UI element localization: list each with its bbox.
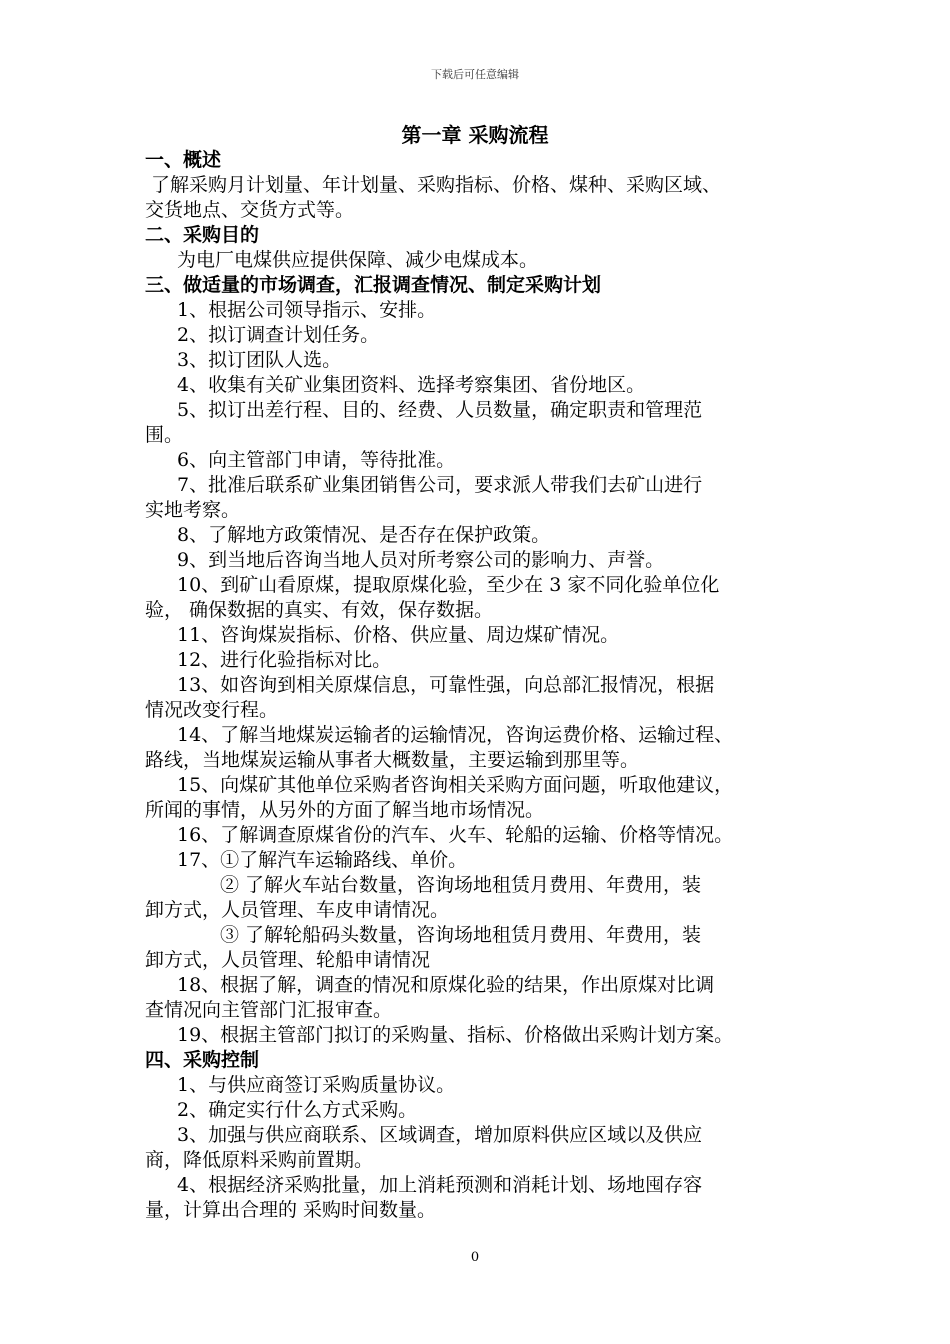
text-line: 7、批准后联系矿业集团销售公司，要求派人带我们去矿山进行 [177, 474, 703, 496]
section-heading: 四、采购控制 [145, 1049, 260, 1071]
text-line: 10、到矿山看原煤，提取原煤化验，至少在 3 家不同化验单位化 [177, 574, 720, 596]
text-line: 量，计算出合理的 采购时间数量。 [145, 1199, 437, 1221]
section-heading: 二、采购目的 [145, 224, 260, 246]
text-line: 了解采购月计划量、年计划量、采购指标、价格、煤种、采购区域、 [151, 174, 722, 196]
text-line: 所闻的事情，从另外的方面了解当地市场情况。 [145, 799, 545, 821]
text-line: 14、了解当地煤炭运输者的运输情况，咨询运费价格、运输过程、 [177, 724, 734, 746]
text-line: 13、如咨询到相关原煤信息，可靠性强，向总部汇报情况，根据 [177, 674, 715, 696]
text-line: 3、拟订团队人选。 [177, 349, 342, 371]
text-line: 1、与供应商签订采购质量协议。 [177, 1074, 456, 1096]
text-line: ③ 了解轮船码头数量，咨询场地租赁月费用、年费用，装 [220, 924, 702, 946]
page-header-note: 下载后可任意编辑 [431, 68, 519, 81]
text-line: 8、了解地方政策情况、是否存在保护政策。 [177, 524, 551, 546]
text-line: 4、根据经济采购批量，加上消耗预测和消耗计划、场地囤存容 [177, 1174, 703, 1196]
text-line: 11、咨询煤炭指标、价格、供应量、周边煤矿情况。 [177, 624, 620, 646]
text-line: 验， 确保数据的真实、有效，保存数据。 [145, 599, 494, 621]
text-line: 3、加强与供应商联系、区域调查，增加原料供应区域以及供应 [177, 1124, 703, 1146]
text-line: 4、收集有关矿业集团资料、选择考察集团、省份地区。 [177, 374, 646, 396]
text-line: 为电厂电煤供应提供保障、减少电煤成本。 [177, 249, 539, 271]
document-body [145, 148, 825, 1223]
text-line: 5、拟订出差行程、目的、经费、人员数量，确定职责和管理范 [177, 399, 703, 421]
text-line: 2、拟订调查计划任务。 [177, 324, 380, 346]
text-line: 查情况向主管部门汇报审查。 [145, 999, 393, 1021]
text-line: 9、到当地后咨询当地人员对所考察公司的影响力、声誉。 [177, 549, 665, 571]
text-line: 19、根据主管部门拟订的采购量、指标、价格做出采购计划方案。 [177, 1024, 734, 1046]
text-line: 2、确定实行什么方式采购。 [177, 1099, 418, 1121]
text-line: 情况改变行程。 [145, 699, 279, 721]
text-line: 路线，当地煤炭运输从事者大概数量，主要运输到那里等。 [145, 749, 640, 771]
text-line: 15、向煤矿其他单位采购者咨询相关采购方面问题，听取他建议， [177, 774, 734, 796]
chapter-title: 第一章 采购流程 [401, 123, 549, 147]
text-line: 12、进行化验指标对比。 [177, 649, 392, 671]
text-line: 交货地点、交货方式等。 [145, 199, 355, 221]
text-line: 实地考察。 [145, 499, 241, 521]
text-line: 围。 [145, 424, 184, 446]
text-line: 卸方式，人员管理、车皮申请情况。 [145, 899, 450, 921]
text-line: 卸方式，人员管理、轮船申请情况 [145, 949, 431, 971]
text-line: 16、了解调查原煤省份的汽车、火车、轮船的运输、价格等情况。 [177, 824, 734, 846]
text-line: 17、①了解汽车运输路线、单价。 [177, 849, 468, 871]
text-line: 6、向主管部门申请，等待批准。 [177, 449, 456, 471]
text-line: 18、根据了解，调查的情况和原煤化验的结果，作出原煤对比调 [177, 974, 715, 996]
text-line: ② 了解火车站台数量，咨询场地租赁月费用、年费用，装 [220, 874, 702, 896]
section-heading: 一、概述 [145, 149, 222, 171]
section-heading: 三、做适量的市场调查，汇报调查情况、制定采购计划 [145, 274, 602, 296]
page-number: 0 [470, 1250, 480, 1265]
text-line: 1、根据公司领导指示、安排。 [177, 299, 437, 321]
text-line: 商，降低原料采购前置期。 [145, 1149, 374, 1171]
